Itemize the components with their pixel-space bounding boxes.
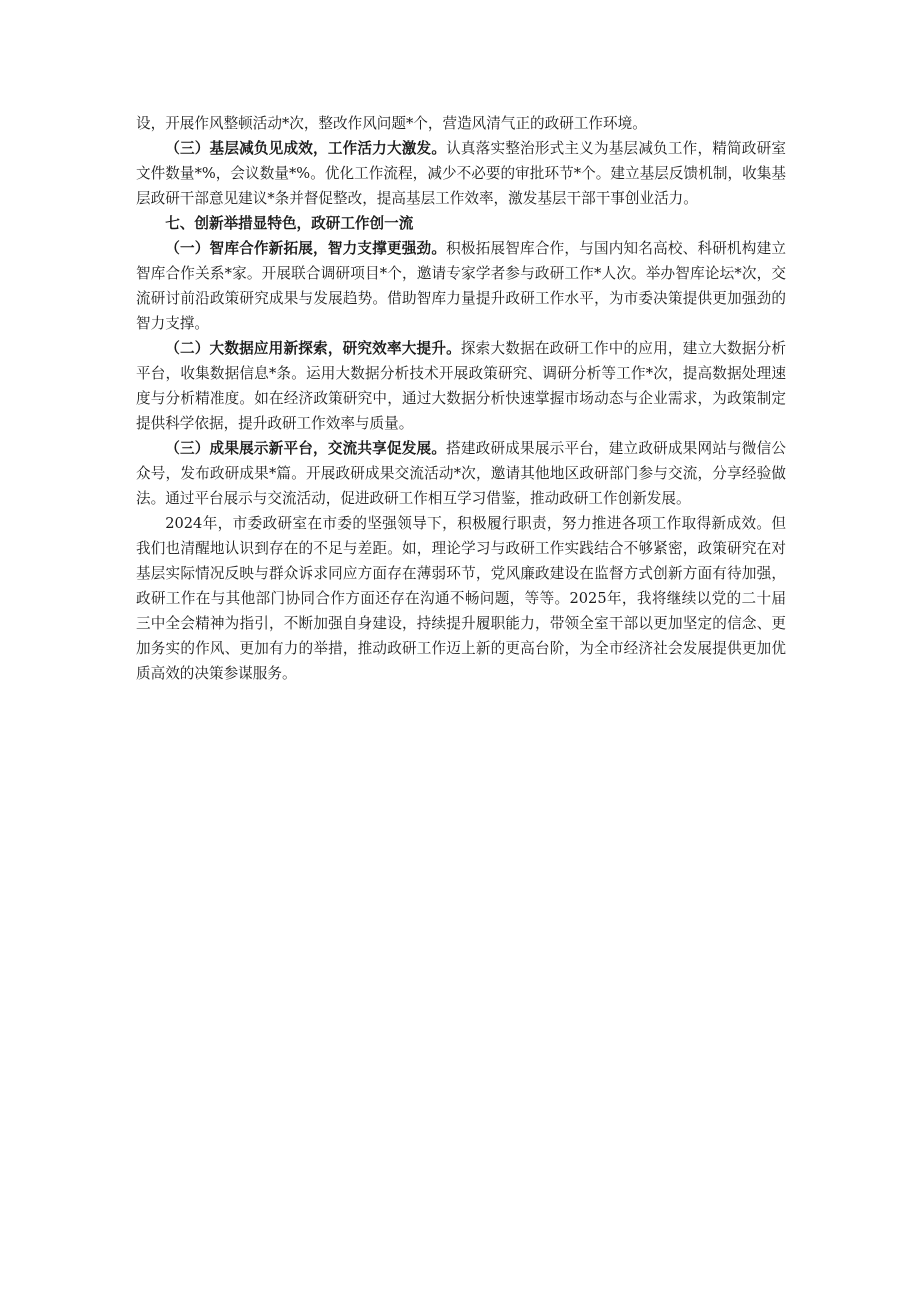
section-heading: 七、创新举措显特色，政研工作创一流 <box>165 215 414 232</box>
paragraph-big-data <box>136 336 786 436</box>
paragraph-lead: （二）大数据应用新探索，研究效率大提升。 <box>165 340 461 357</box>
paragraph-lead: （三）基层减负见成效，工作活力大激发。 <box>165 140 447 157</box>
paragraph-lead: （一）智库合作新拓展，智力支撑更强劲。 <box>165 240 447 257</box>
paragraph-lead: （三）成果展示新平台，交流共享促发展。 <box>165 440 447 457</box>
paragraph-achievement-platform <box>136 436 786 511</box>
paragraph-text: 探索大数据在政研工作中的应用，建立大数据分析平台，收集数据信息*条。运用大数据分析技术开展政策研究、调研分析等工作*次，提高数据处理速度与分析精准度。如在经济政策研究中，通过大数据分析快速掌握市场动态与企业需求，为政策制定提供科学依据，提升政研工作效率与质量。 <box>136 340 786 432</box>
paragraph-text: 设，开展作风整顿活动*次，整改作风问题*个，营造风清气正的政研工作环境。 <box>136 115 647 132</box>
paragraph-grassroots-burden <box>136 136 786 211</box>
paragraph-closing: 2024年，市委政研室在市委的坚强领导下，积极履行职责，努力推进各项工作取得新成效。但我们也清醒地认识到存在的不足与差距。如，理论学习与政研工作实践结合不够紧密，政策研究在对基层实际情况反映与群众诉求同应方面存在薄弱环节，党风廉政建设在监督方式创新方面有待加强，政研工作在与其他部门协同合作方面还存在沟通不畅问题，等等。2025年，我将继续以党的二十届三中全会精神为指引，不断加强自身建设，持续提升履职能力，带领全室干部以更加坚定的信念、更加务实的作风、更加有力的举措，推动政研工作迈上新的更高台阶，为全市经济社会发展提供更加优质高效的决策参谋服务。 <box>136 515 786 682</box>
paragraph-text: 搭建政研成果展示平台，建立政研成果网站与微信公众号，发布政研成果*篇。开展政研成果交流活动*次，邀请其他地区政研部门参与交流，分享经验做法。通过平台展示与交流活动，促进政研工作相互学习借鉴，推动政研工作创新发展。 <box>136 440 786 507</box>
paragraph-think-tank <box>136 236 786 336</box>
paragraph-text: 认真落实整治形式主义为基层减负工作，精简政研室文件数量*%，会议数量*%。优化工作流程，减少不必要的审批环节*个。建立基层反馈机制，收集基层政研干部意见建议*条并督促整改，提高基层工作效率，激发基层干部干事创业活力。 <box>136 140 786 207</box>
paragraph-text: 积极拓展智库合作，与国内知名高校、科研机构建立智库合作关系*家。开展联合调研项目*个，邀请专家学者参与政研工作*人次。举办智库论坛*次，交流研讨前沿政策研究成果与发展趋势。借助智库力量提升政研工作水平，为市委决策提供更加强劲的智力支撑。 <box>136 240 786 332</box>
paragraph-continuation <box>136 111 786 136</box>
document-page <box>136 111 786 686</box>
